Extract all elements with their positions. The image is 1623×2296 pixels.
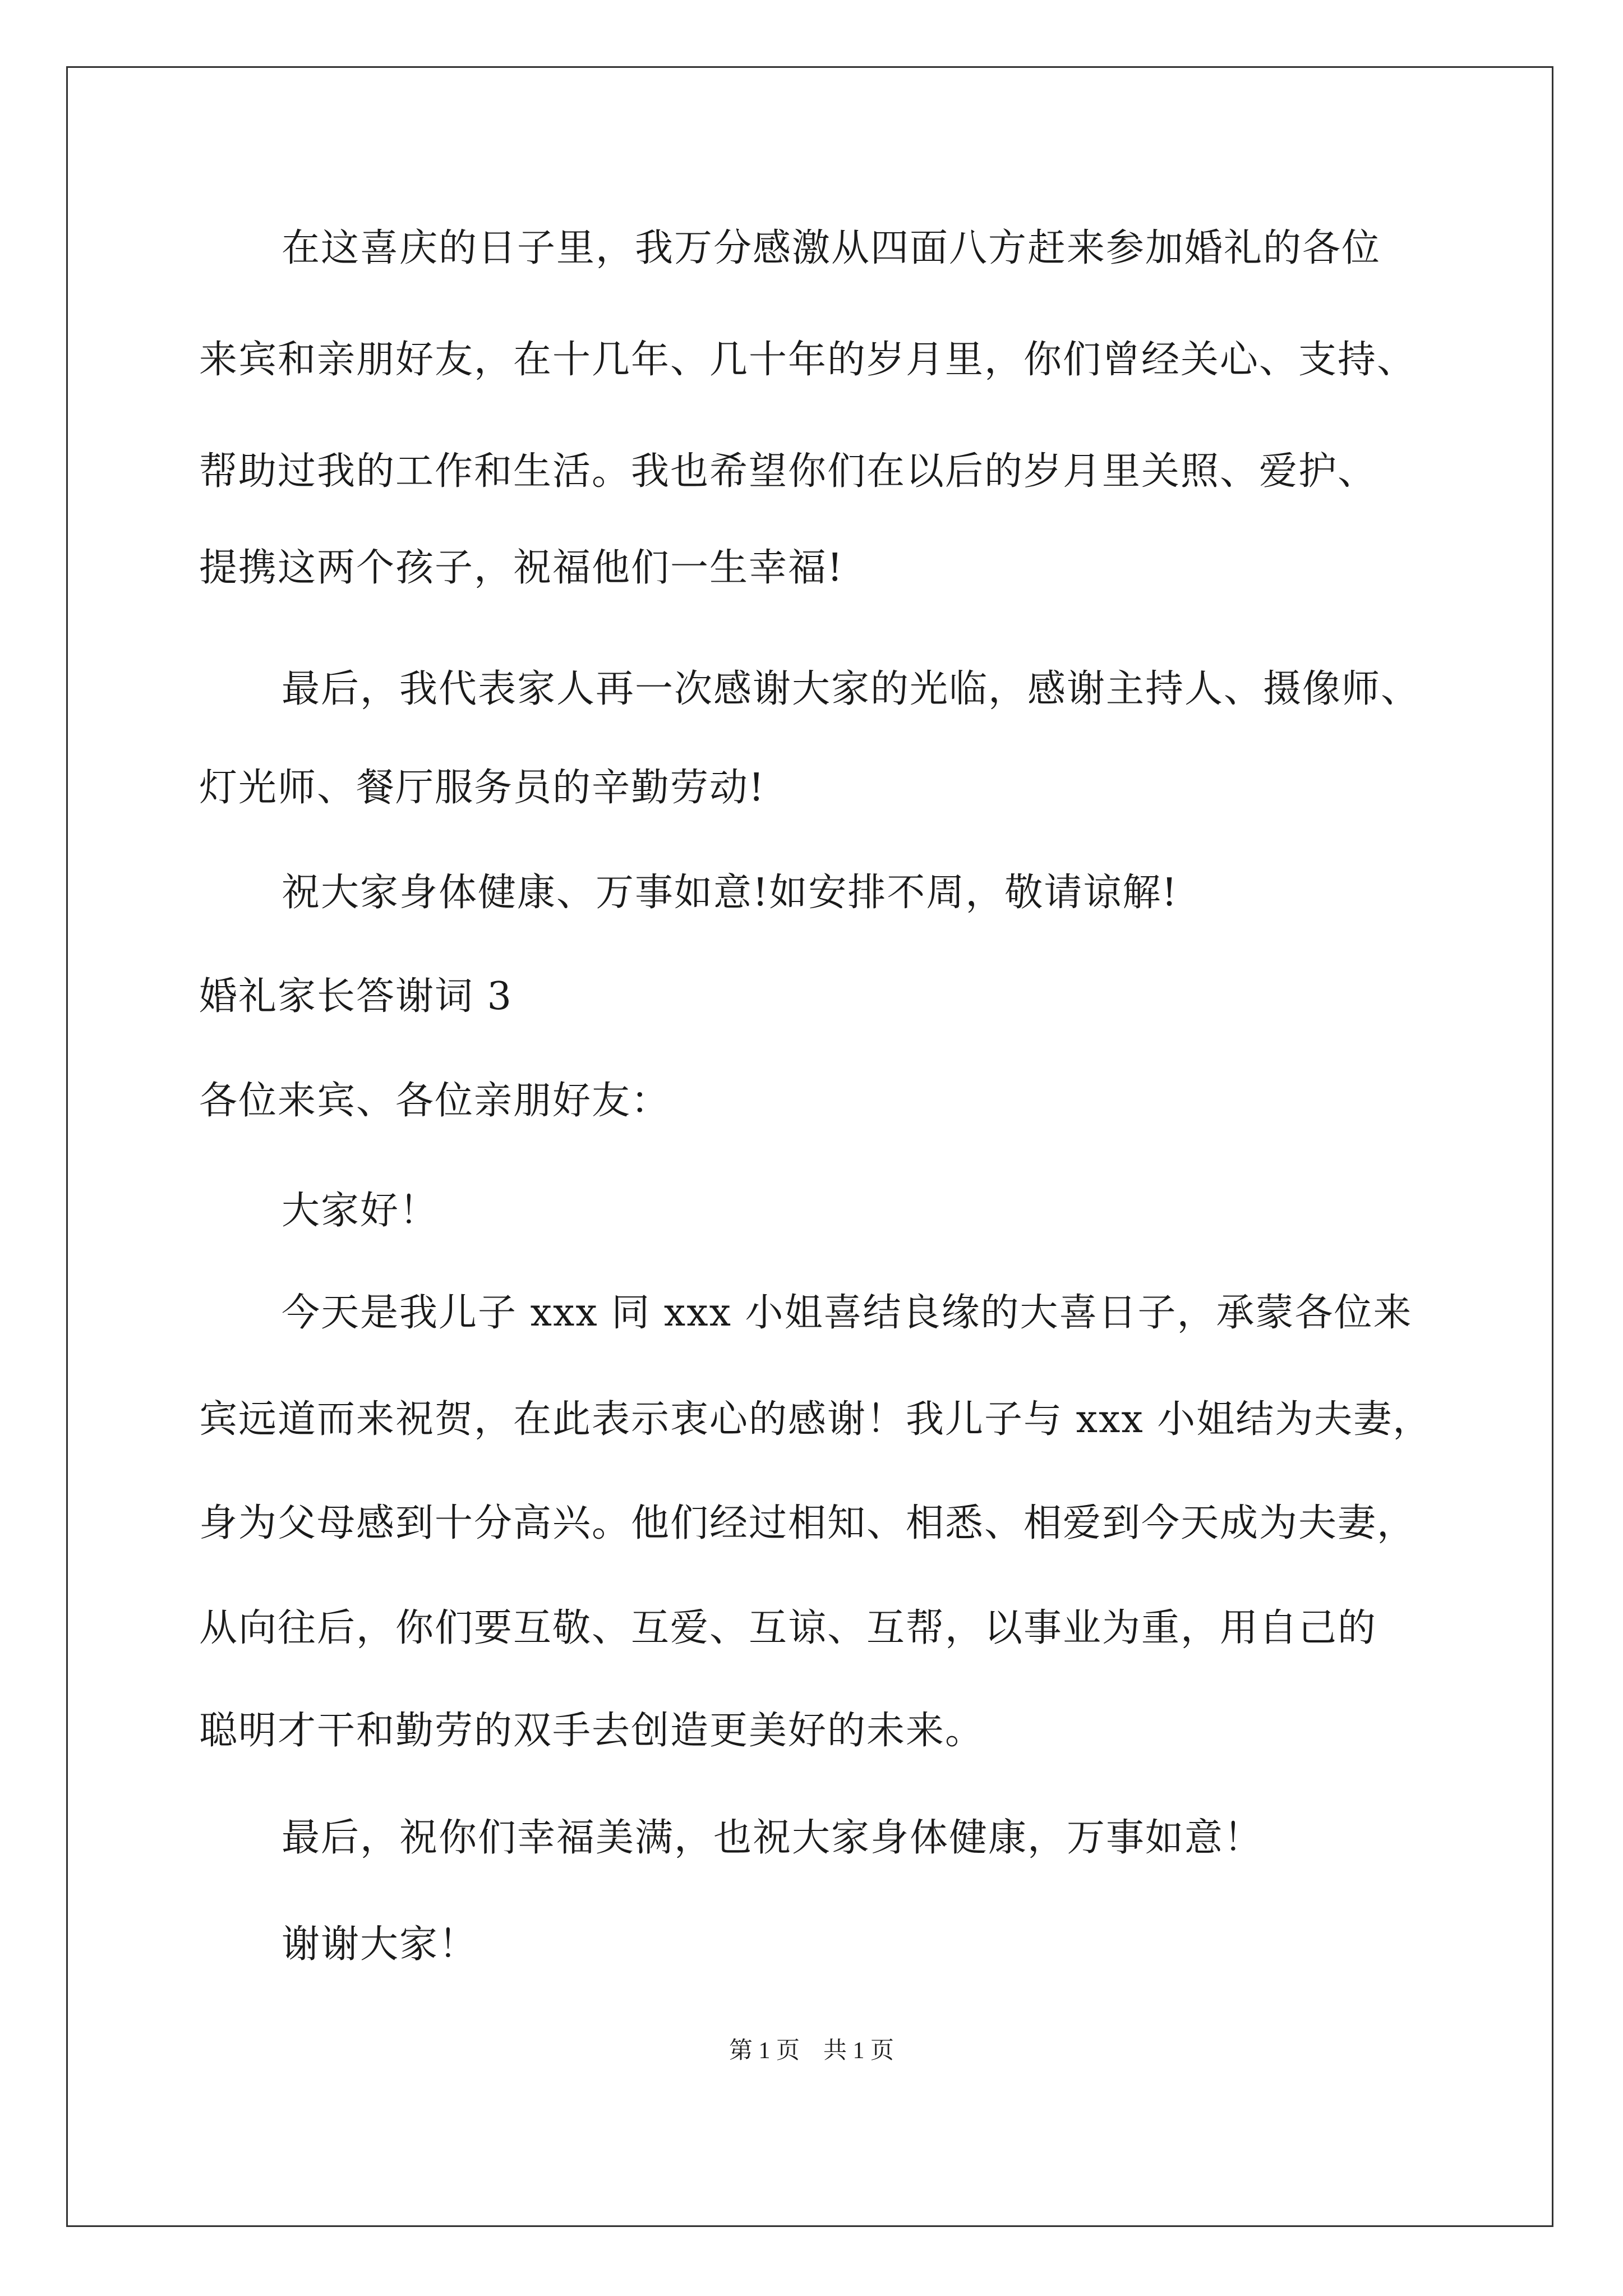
paragraph-line-1: 在这喜庆的日子里，我万分感激从四面八方赶来参加婚礼的各位 xyxy=(282,226,1381,270)
section-heading: 婚礼家长答谢词 3 xyxy=(199,974,513,1019)
paragraph-line-5: 最后，我代表家人再一次感谢大家的光临，感谢主持人、摄像师、 xyxy=(282,667,1421,711)
paragraph-line-7: 祝大家身体健康、万事如意!如安排不周，敬请谅解! xyxy=(282,871,1178,915)
paragraph-line-2: 来宾和亲朋好友，在十几年、几十年的岁月里，你们曾经关心、支持、 xyxy=(199,338,1417,382)
paragraph-line-14: 从向往后，你们要互敬、互爱、互谅、互帮，以事业为重，用自己的 xyxy=(199,1606,1377,1650)
paragraph-line-3: 帮助过我的工作和生活。我也希望你们在以后的岁月里关照、爱护、 xyxy=(199,449,1377,494)
closing-thanks: 谢谢大家！ xyxy=(282,1922,478,1967)
paragraph-line-11: 今天是我儿子 xxx 同 xxx 小姐喜结良缘的大喜日子，承蒙各位来 xyxy=(282,1291,1413,1335)
paragraph-line-12: 宾远道而来祝贺，在此表示衷心的感谢！我儿子与 xxx 小姐结为夫妻， xyxy=(199,1397,1432,1442)
paragraph-line-13: 身为父母感到十分高兴。他们经过相知、相悉、相爱到今天成为夫妻， xyxy=(199,1501,1417,1545)
salutation: 各位来宾、各位亲朋好友： xyxy=(199,1079,671,1123)
paragraph-line-16: 最后，祝你们幸福美满，也祝大家身体健康，万事如意！ xyxy=(282,1816,1264,1860)
page-number-footer: 第 1 页 共 1 页 xyxy=(728,2038,894,2064)
paragraph-line-15: 聪明才干和勤劳的双手去创造更美好的未来。 xyxy=(199,1709,985,1753)
paragraph-line-6: 灯光师、餐厅服务员的辛勤劳动! xyxy=(199,766,766,810)
page-border xyxy=(66,66,1553,2227)
greeting: 大家好！ xyxy=(282,1189,439,1233)
paragraph-line-4: 提携这两个孩子，祝福他们一生幸福! xyxy=(199,546,844,590)
